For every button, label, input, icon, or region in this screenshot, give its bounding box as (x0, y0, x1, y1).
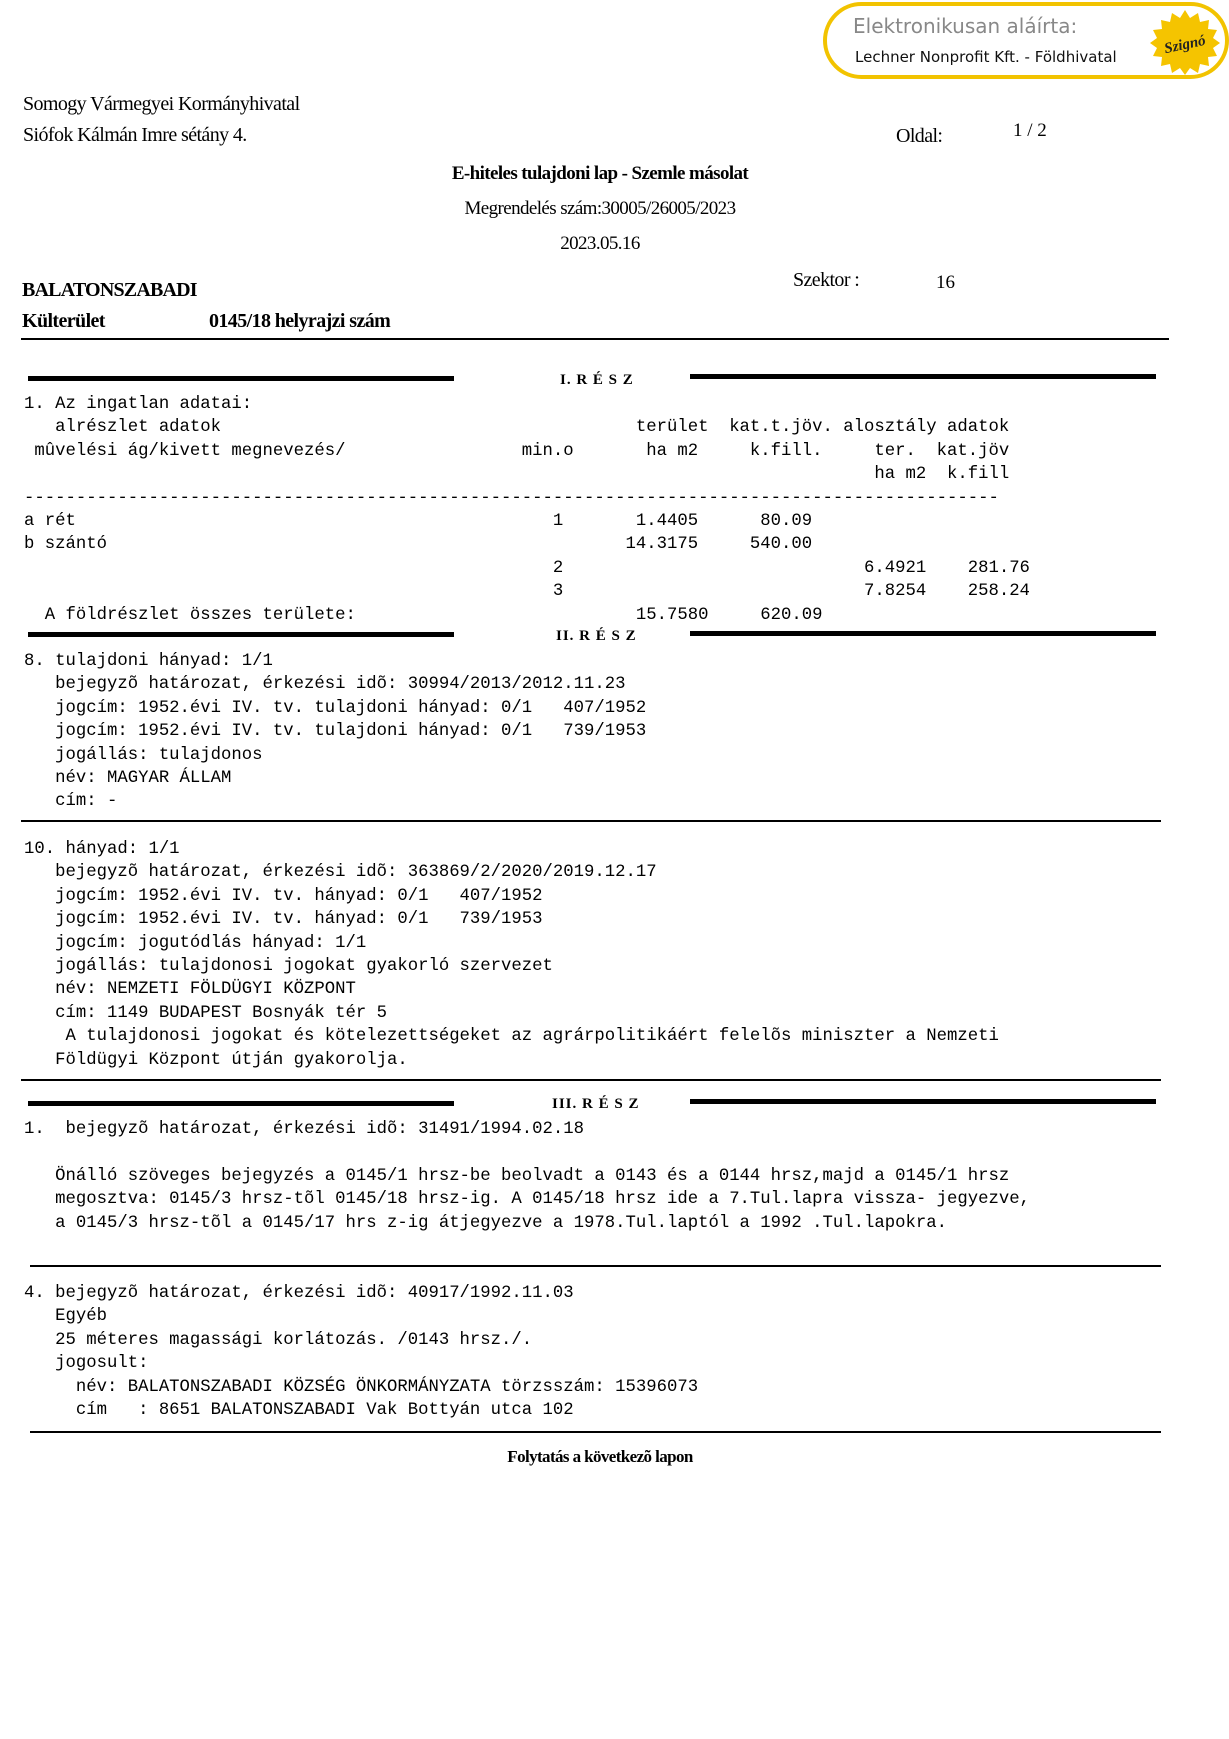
entry-divider (30, 1431, 1161, 1433)
text-line: 1. bejegyzõ határozat, érkezési idõ: 31491/1994.02.18 (24, 1120, 585, 1139)
text-line: jogcím: 1952.évi IV. tv. tulajdoni hányad: 0/1 407/1952 (24, 698, 647, 718)
page-number: 1 / 2 (1013, 120, 1047, 141)
part3-left-rule (28, 1101, 454, 1106)
text-line: a 0145/3 hrsz-tõl a 0145/17 hrs z-ig átjegyezve a 1978.Tul.laptól a 1992 .Tul.lapokra. (24, 1213, 947, 1233)
part1-right-rule (690, 374, 1156, 379)
column-header-line: mûvelési ág/kivett megnevezés/ min.o ha m2 k.fill. ter. kat.jöv (24, 441, 1010, 461)
continuation-note: Folytatás a következõ lapon (507, 1447, 693, 1466)
part2-right-rule (690, 631, 1156, 636)
electronic-signature-stamp (823, 2, 1229, 79)
sector-label: Szektor : (793, 269, 860, 291)
text-line: jogosult: (24, 1354, 149, 1374)
text-line: jogállás: tulajdonos (24, 745, 263, 765)
text-line: jogcím: 1952.évi IV. tv. hányad: 0/1 407/1952 (24, 886, 543, 906)
entry-divider (21, 1079, 1161, 1081)
signature-title: Elektronikusan aláírta: (853, 14, 1078, 38)
text-line: név: MAGYAR ÁLLAM (24, 769, 232, 788)
sector-value: 16 (936, 272, 955, 293)
table-row: a rét 1 1.4405 80.09 (24, 512, 813, 531)
text-line: cím: - (24, 792, 118, 812)
text-line: 25 méteres magassági korlátozás. /0143 hrsz./. (24, 1330, 533, 1350)
table-separator: ---------------------------------------------------------------------------------------------- (24, 488, 999, 508)
text-line: megosztva: 0145/3 hrsz-tõl 0145/18 hrsz-ig. A 0145/18 hrsz ide a 7.Tul.lapra vissza- jegyezve, (24, 1190, 1030, 1210)
office-name: Somogy Vármegyei Kormányhivatal (23, 93, 300, 115)
text-line: cím : 8651 BALATONSZABADI Vak Bottyán utca 102 (24, 1401, 574, 1420)
text-line: név: NEMZETI FÖLDÜGYI KÖZPONT (24, 980, 356, 1000)
settlement-name: BALATONSZABADI (22, 279, 197, 301)
document-date: 2023.05.16 (560, 233, 640, 254)
entry-divider (30, 1265, 1161, 1267)
text-line: 4. bejegyzõ határozat, érkezési idõ: 40917/1992.11.03 (24, 1284, 574, 1303)
signature-signer: Lechner Nonprofit Kft. - Földhivatal (855, 48, 1117, 66)
text-line: Földügyi Központ útján gyakorolja. (24, 1050, 408, 1070)
part2-left-rule (28, 632, 454, 637)
header-divider (21, 338, 1169, 340)
order-number: Megrendelés szám:30005/26005/2023 (464, 198, 736, 219)
table-row: 3 7.8254 258.24 (24, 582, 1030, 602)
text-line: 1. Az ingatlan adatai: (24, 395, 253, 414)
part3-right-rule (690, 1099, 1156, 1104)
part1-title: I. R É S Z (560, 372, 634, 388)
seal-text: Szignó (1162, 32, 1208, 58)
area-type: Külterület (22, 310, 105, 332)
text-line: Egyéb (24, 1307, 107, 1327)
text-line: Önálló szöveges bejegyzés a 0145/1 hrsz-be beolvadt a 0143 és a 0144 hrsz,majd a 0145/1 hrsz (24, 1166, 1010, 1186)
table-row: b szántó 14.3175 540.00 (24, 535, 813, 555)
text-line: bejegyzõ határozat, érkezési idõ: 30994/2013/2012.11.23 (24, 675, 626, 695)
column-header-line: ha m2 k.fill (24, 465, 1010, 485)
part2-title: II. R É S Z (556, 628, 637, 644)
text-line: 10. hányad: 1/1 (24, 840, 180, 859)
text-line: jogcím: 1952.évi IV. tv. hányad: 0/1 739/1953 (24, 910, 543, 930)
text-line: jogcím: jogutódlás hányad: 1/1 (24, 933, 367, 953)
part1-left-rule (28, 376, 454, 381)
text-line: bejegyzõ határozat, érkezési idõ: 363869/2/2020/2019.12.17 (24, 863, 657, 883)
text-line: 8. tulajdoni hányad: 1/1 (24, 652, 273, 671)
total-area-row: A földrészlet összes területe: 15.7580 620.09 (24, 605, 823, 625)
text-line: cím: 1149 BUDAPEST Bosnyák tér 5 (24, 1003, 387, 1023)
office-address: Siófok Kálmán Imre sétány 4. (23, 124, 247, 146)
seal-icon (1149, 9, 1221, 75)
entry-divider (21, 820, 1161, 822)
document-title: E-hiteles tulajdoni lap - Szemle másolat (451, 163, 749, 184)
text-line: név: BALATONSZABADI KÖZSÉG ÖNKORMÁNYZATA törzsszám: 15396073 (24, 1377, 699, 1397)
parcel-number: 0145/18 helyrajzi szám (209, 310, 391, 332)
part3-title: III. R É S Z (552, 1096, 640, 1112)
table-row: 2 6.4921 281.76 (24, 558, 1030, 578)
text-line: jogcím: 1952.évi IV. tv. tulajdoni hányad: 0/1 739/1953 (24, 722, 647, 742)
page-label: Oldal: (896, 125, 943, 147)
text-line: jogállás: tulajdonosi jogokat gyakorló szervezet (24, 957, 553, 976)
text-line: A tulajdonosi jogokat és kötelezettségeket az agrárpolitikáért felelõs miniszter a Nemzeti (24, 1027, 999, 1047)
column-header-line: alrészlet adatok terület kat.t.jöv. alosztály adatok (24, 418, 1010, 438)
